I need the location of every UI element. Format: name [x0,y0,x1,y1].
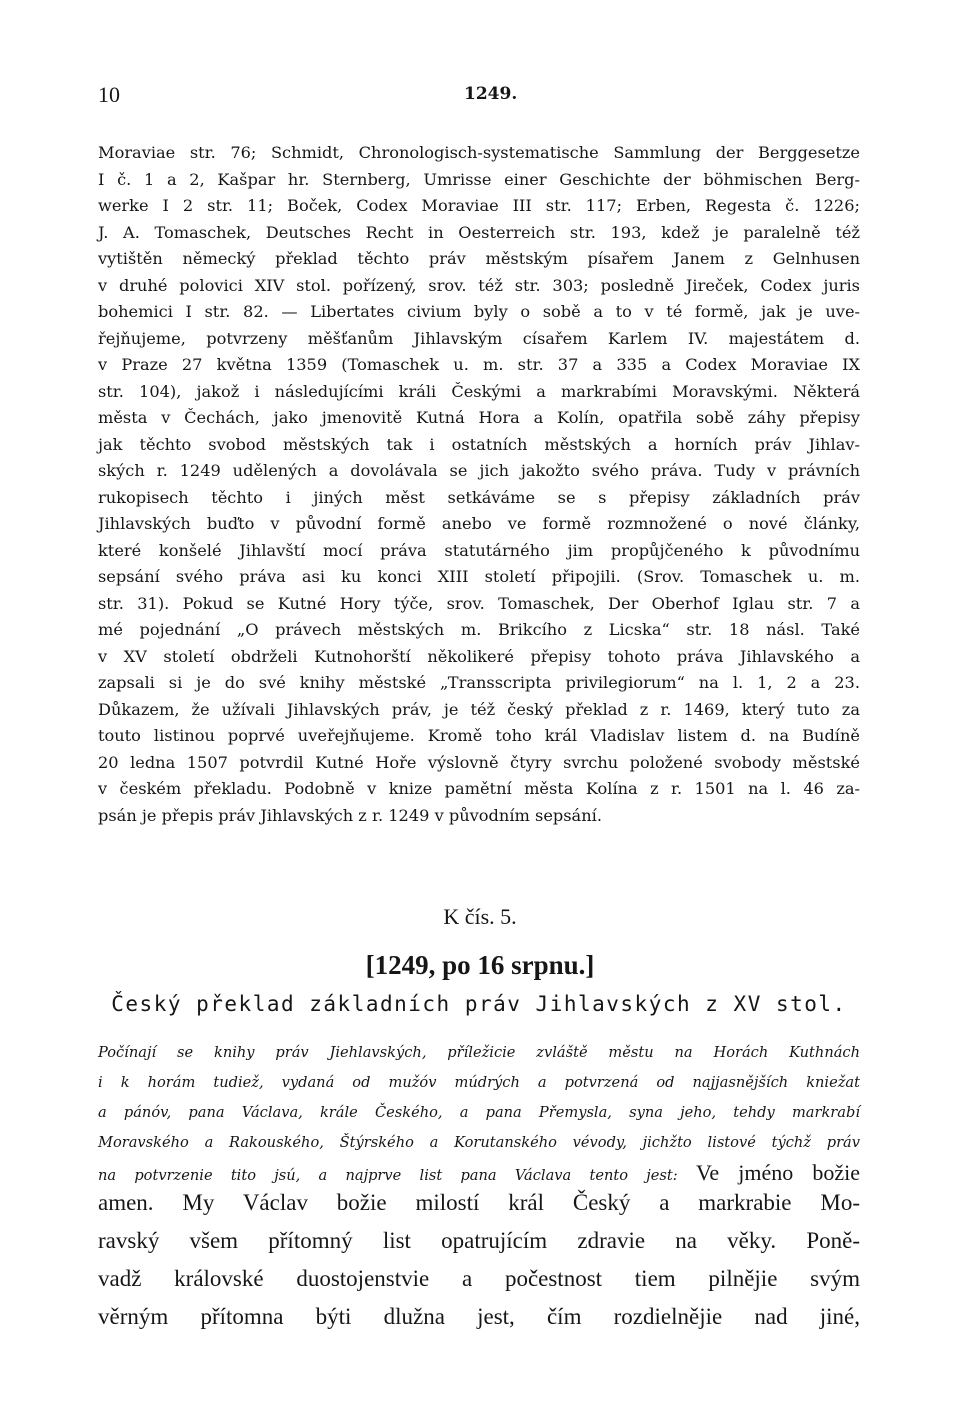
note-line: sepsání svého práva asi ku konci XIII století připojili. (Srov. Tomaschek u. m. [98,567,860,586]
note-line: v českém překladu. Podobně v knize pamětní města Kolína z r. 1501 na l. 46 za- [98,779,860,798]
intro-line: i k horám tudiež, vydaná od mužóv múdrých a potvrzená od najjasnějších kniežat [98,1074,860,1091]
note-line: str. 104), jakož i následujícími králi Českými a markrabími Moravskými. Některá [98,381,860,401]
document-date: [1249, po 16 srpnu.] [365,950,595,980]
note-line: touto listinou poprvé uveřejňujeme. Kromě toho král Vladislav listem d. na Budíně [98,726,860,745]
note-line: vytištěn německý překlad těchto práv městským písařem Janem z Gelnhusen [98,249,860,268]
body-line: věrným přítomna býti dlužna jest, čím rozdielnějie nad jiné, [98,1304,860,1329]
body-line: ravský všem přítomný list opatrujícím zdravie na věky. Poně- [98,1228,860,1253]
intro-line: Počínají se knihy práv Jiehlavských, příležicie zvláště městu na Horách Kuthnách [98,1044,860,1061]
note-line: rukopisech těchto i jiných měst setkáváme se s přepisy základních práv [98,487,860,507]
note-line: které konšelé Jihlavští mocí práva statutárného jim propůjčeného k původnímu [98,540,860,560]
note-line: řejňujeme, potvrzeny měšťanům Jihlavským císařem Karlem IV. majestátem d. [98,328,860,348]
note-line: J. A. Tomaschek, Deutsches Recht in Oesterreich str. 193, kdež je paralelně též [98,222,860,242]
intro-roman-text: Ve jméno božie [695,1160,860,1185]
note-line: I č. 1 a 2, Kašpar hr. Sternberg, Umrisse einer Geschichte der böhmischen Berg- [98,169,860,189]
body-line: vadž královské duostojenstvie a počestnost tiem pilnějie svým [98,1266,860,1291]
note-line: Jihlavských buďto v původní formě anebo ve formě rozmnožené o nové články, [98,514,860,533]
note-line: v Praze 27 května 1359 (Tomaschek u. m. str. 37 a 335 a Codex Moraviae IX [98,355,860,374]
note-line: ských r. 1249 udělených a dovolávala se jich jakožto svého práva. Tudy v právních [98,461,860,480]
note-line: werke I 2 str. 11; Boček, Codex Moraviae III str. 117; Erben, Regesta č. 1226; [98,196,860,215]
note-line: zapsali si je do své knihy městské „Transscripta privilegiorum“ na l. 1, 2 a 23. [98,673,860,692]
document-title: Český překlad základních práv Jihlavských z XV stol. [111,992,847,1016]
note-line: psán je přepis práv Jihlavských z r. 1249 v původním sepsání. [98,805,602,825]
note-line: Moraviae str. 76; Schmidt, Chronologisch-systematische Sammlung der Berggesetze [98,143,860,162]
note-line: Důkazem, že užívali Jihlavských práv, je též český překlad z r. 1469, který tuto za [98,699,860,719]
intro-rubric [98,1038,860,1188]
intro-line: a pánóv, pana Václava, krále Českého, a pana Přemysla, syna jeho, tehdy markrabí [98,1104,860,1121]
note-line: bohemici I str. 82. — Libertates civium byly o sobě a to v té formě, jak je uve- [98,302,860,321]
note-line: v druhé polovici XIV stol. pořízený, srov. též str. 303; posledně Jireček, Codex juris [98,275,860,295]
running-head [98,82,858,116]
footnote-block [98,140,860,829]
note-line: města v Čechách, jako jmenovitě Kutná Hora a Kolín, opatřila sobě záhy přepisy [98,408,860,427]
note-line: v XV století obdrželi Kutnohorští několikeré přepisy tohoto práva Jihlavského a [98,646,860,666]
page-number: 10 [98,82,120,107]
intro-italic-text: na potvrzenie tito jsú, a najprve list pana Václava tento jest: [98,1167,678,1184]
note-line: jak těchto svobod městských tak i ostatních městských a horních práv Jihlav- [98,434,860,454]
charter-text [98,1184,860,1336]
note-line: 20 ledna 1507 potvrdil Kutné Hoře výslovně čtyry svrchu položené svobody městské [98,752,860,772]
running-title: 1249. [464,84,518,104]
intro-line: Moravského a Rakouského, Štýrského a Korutanského vévody, jichžto listové týchž práv [98,1134,860,1151]
note-line: str. 31). Pokud se Kutné Hory týče, srov. Tomaschek, Der Oberhof Iglau str. 7 a [98,593,860,613]
document-number: K čís. 5. [443,904,517,929]
note-line: mé pojednání „O právech městských m. Brikcího z Licska“ str. 18 násl. Také [98,620,860,639]
body-line: amen. My Václav božie milostí král Český a markrabie Mo- [98,1190,860,1215]
